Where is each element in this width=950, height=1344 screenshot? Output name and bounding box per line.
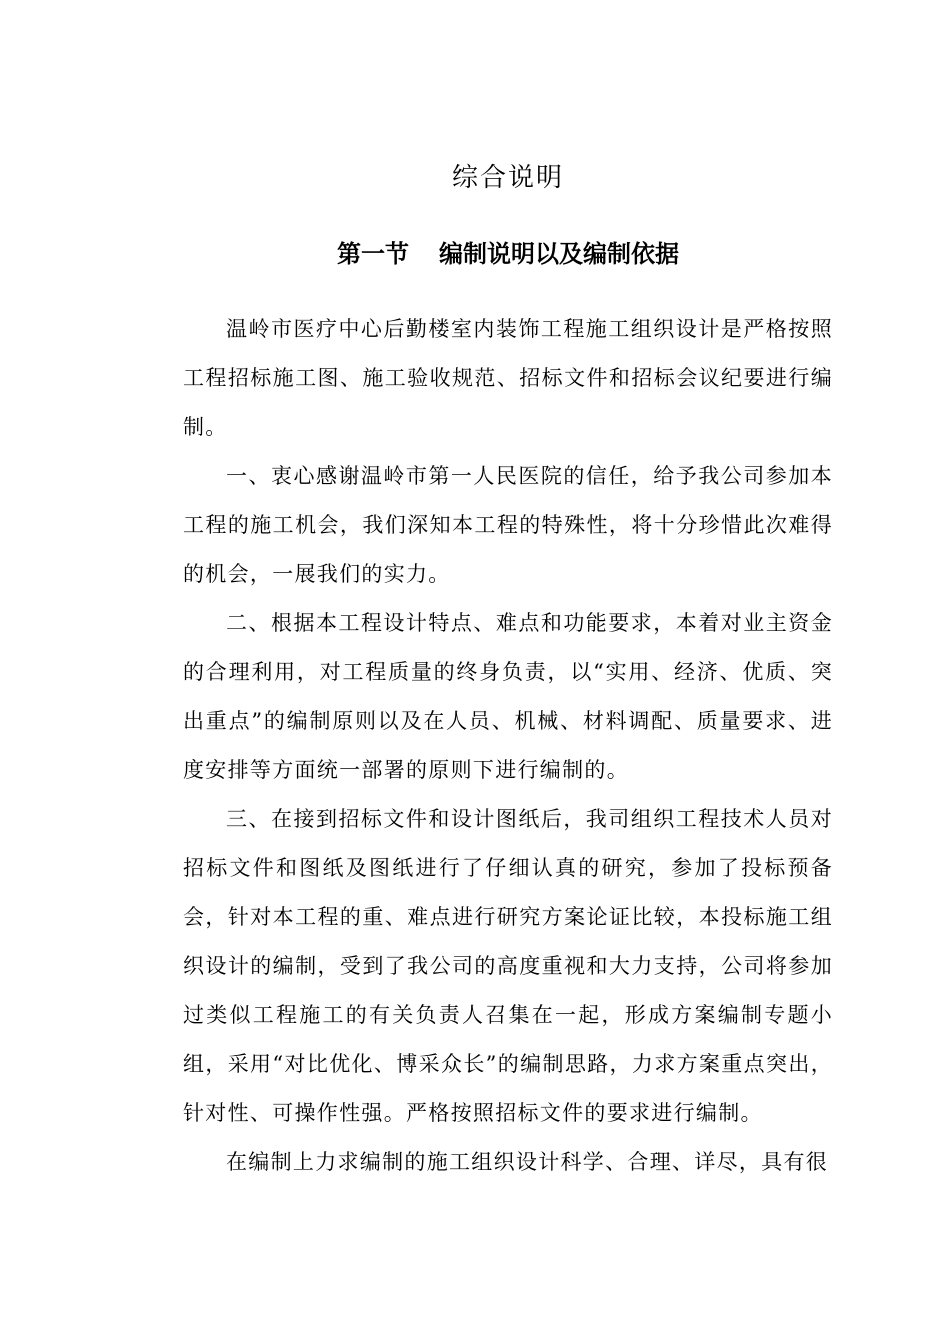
paragraph-item-2: 二、根据本工程设计特点、难点和功能要求，本着对业主资金的合理利用，对工程质量的终身负责，以“实用、经济、优质、突出重点”的编制原则以及在人员、机械、材料调配、质量要求、进度安排等方面统一部署的原则下进行编制的。 [183,611,833,782]
section-heading [0,236,950,272]
paragraph-item-3: 三、在接到招标文件和设计图纸后，我司组织工程技术人员对招标文件和图纸及图纸进行了仔细认真的研究，参加了投标预备会，针对本工程的重、难点进行研究方案论证比较，本投标施工组织设计的编制，受到了我公司的高度重视和大力支持，公司将参加过类似工程施工的有关负责人召集在一起，形成方案编制专题小组，采用“对比优化、博采众长”的编制思路，力求方案重点突出，针对性、可操作性强。严格按照招标文件的要求进行编制。 [183,807,833,1125]
document-title: 综合说明 [451,163,564,193]
paragraph-continuation: 在编制上力求编制的施工组织设计科学、合理、详尽，具有很 [226,1150,829,1174]
section-title: 编制说明以及编制依据 [439,239,679,268]
paragraph-item-1: 一、衷心感谢温岭市第一人民医院的信任，给予我公司参加本工程的施工机会，我们深知本工程的特殊性，将十分珍惜此次难得的机会，一展我们的实力。 [183,464,833,586]
section-number: 第一节 [337,239,409,268]
body-text [183,305,833,1187]
paragraph-intro: 温岭市医疗中心后勤楼室内装饰工程施工组织设计是严格按照工程招标施工图、施工验收规范、招标文件和招标会议纪要进行编制。 [183,317,833,439]
